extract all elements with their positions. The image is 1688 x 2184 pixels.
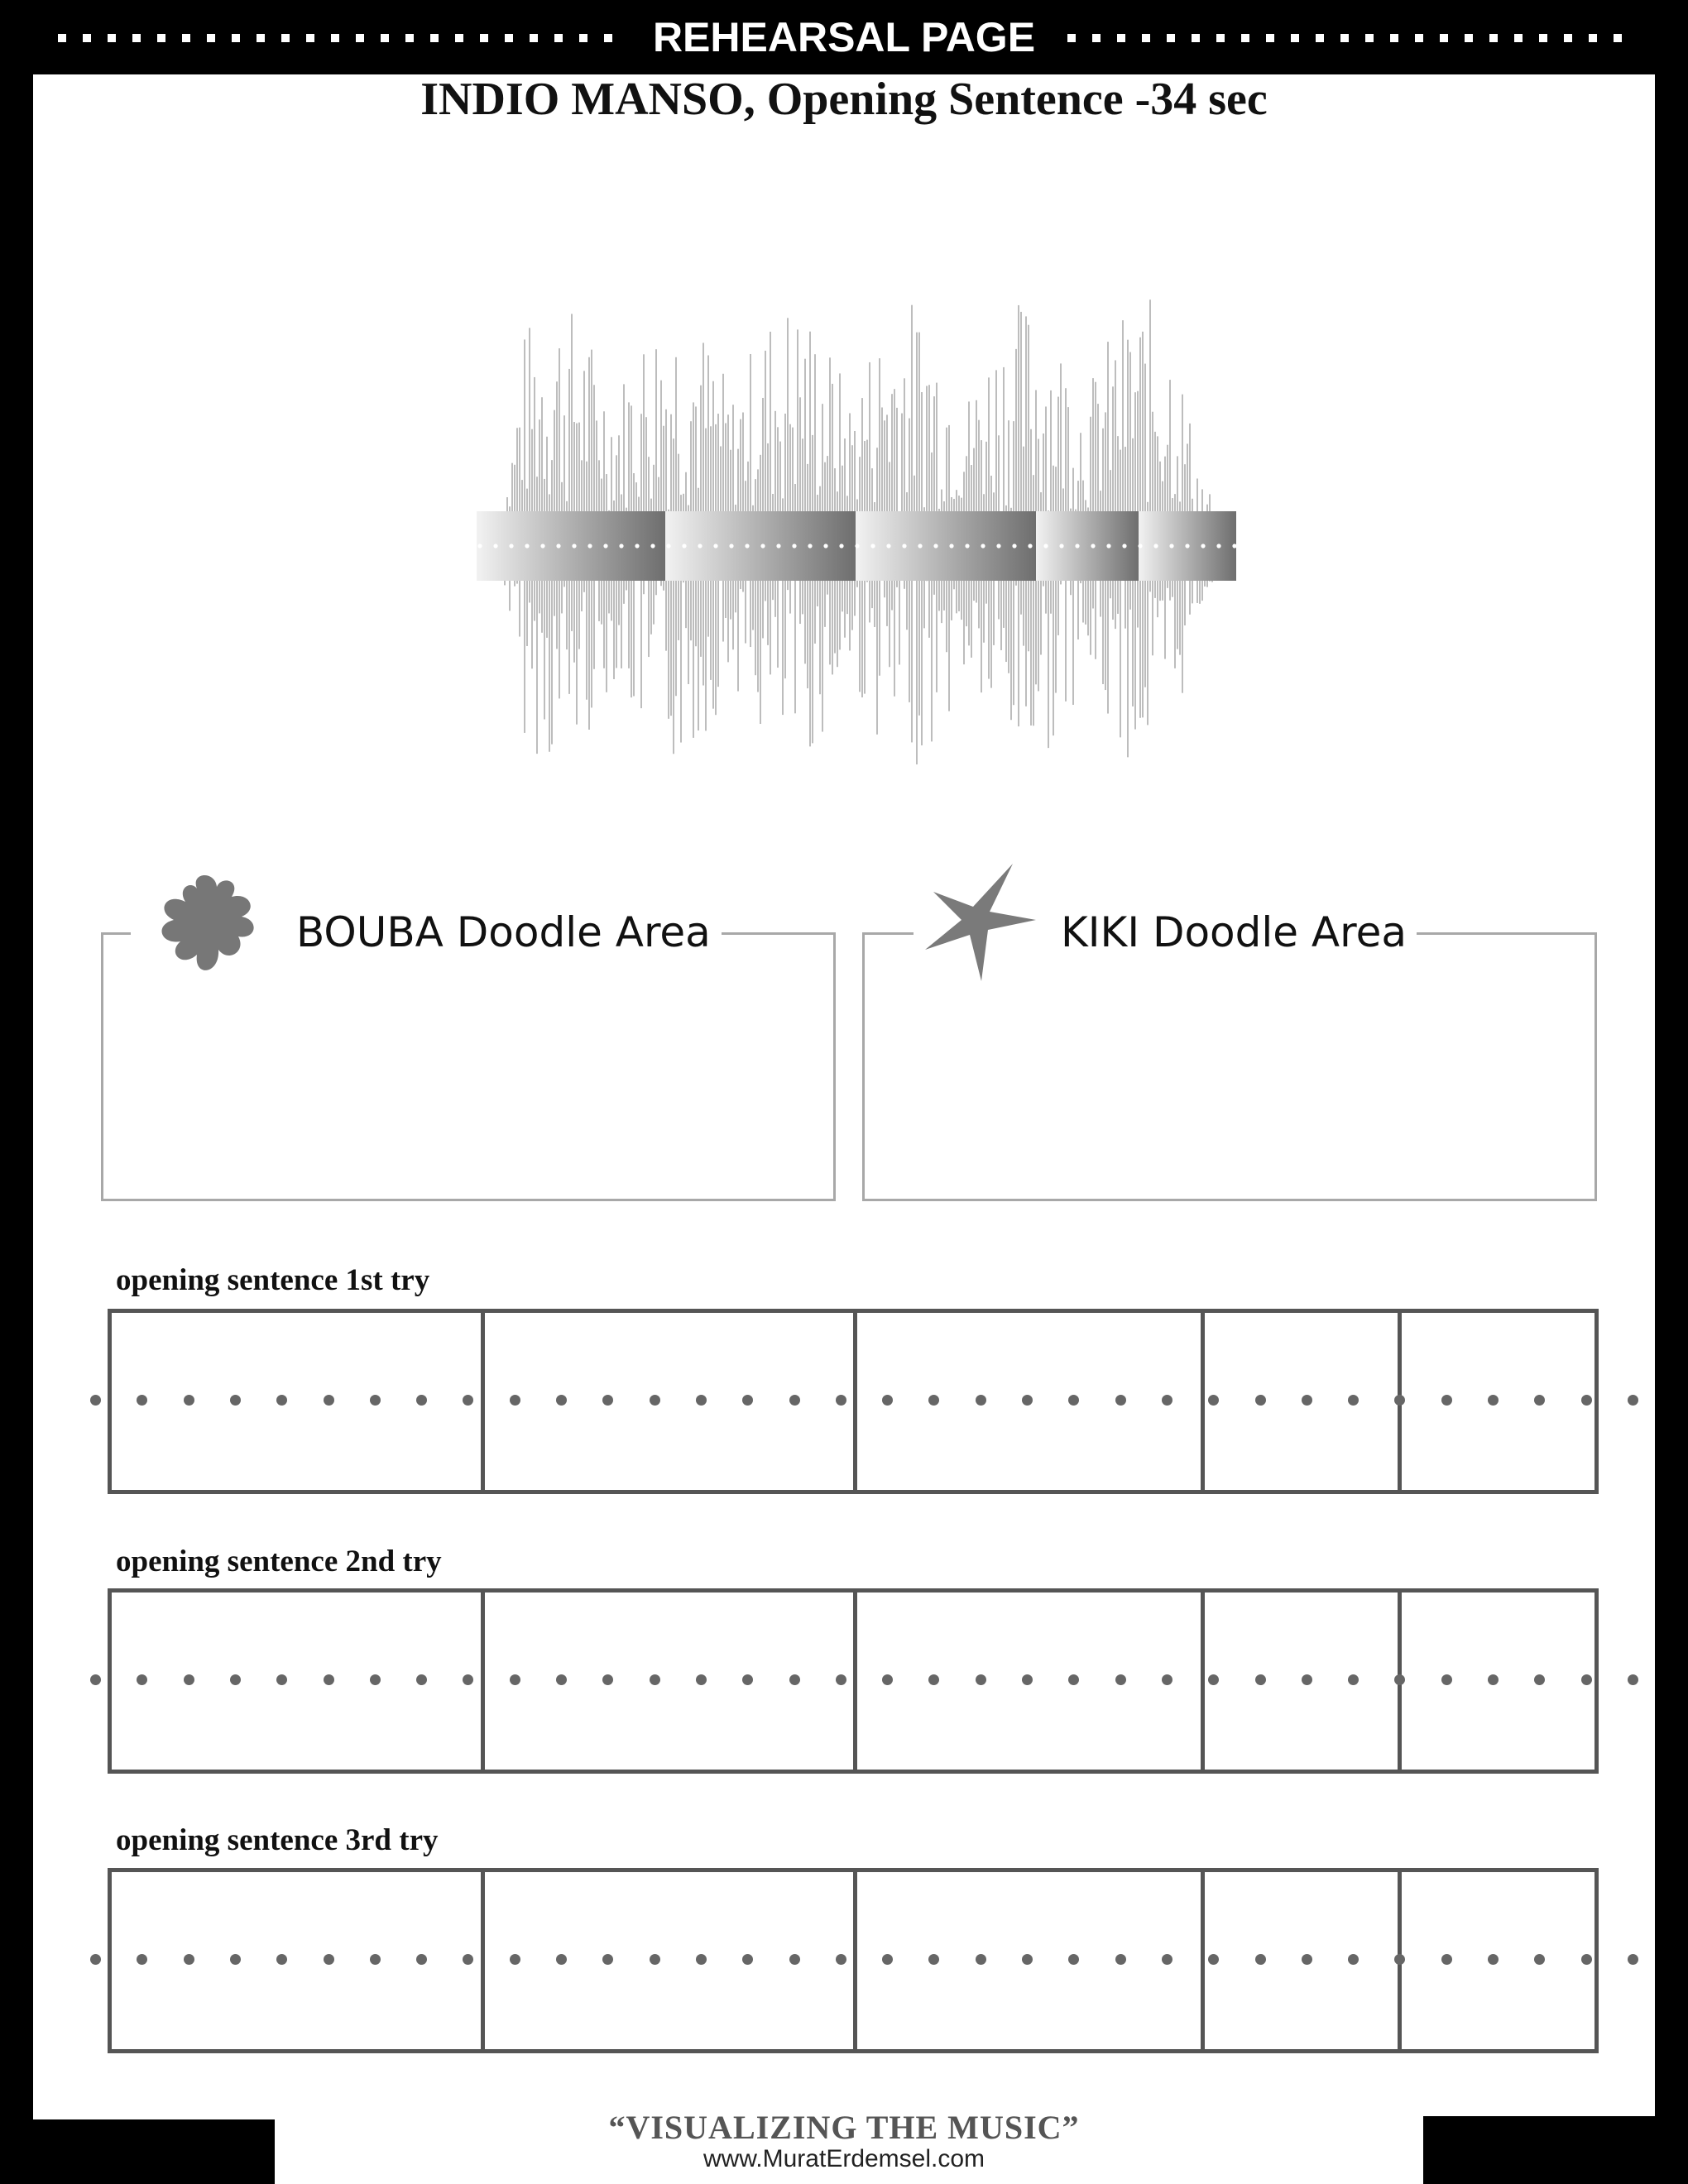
beat-dot (836, 1674, 846, 1685)
beat-dot (1581, 1674, 1592, 1685)
beat-dot (976, 1954, 986, 1965)
try-3-label: opening sentence 3rd try (116, 1823, 439, 1857)
beat-dot (90, 1674, 101, 1685)
waveform-dot (776, 544, 780, 548)
waveform-dot (682, 544, 686, 548)
beat-dot (1441, 1954, 1452, 1965)
kiki-star-icon (922, 860, 1038, 983)
grid-cell-divider (853, 1872, 857, 2049)
beat-dot (1394, 1954, 1405, 1965)
waveform-bar (799, 397, 801, 624)
beat-dot (1302, 1395, 1312, 1406)
beat-dot (1208, 1954, 1219, 1965)
beat-dot (696, 1395, 707, 1406)
waveform-bar (1003, 367, 1005, 628)
beat-dot (324, 1954, 334, 1965)
beat-dot (1628, 1674, 1638, 1685)
beat-dot (696, 1954, 707, 1965)
grid-cell-divider (1201, 1313, 1205, 1490)
waveform-bar (876, 448, 878, 735)
beat-dot (742, 1674, 753, 1685)
waveform-dot (1138, 544, 1142, 548)
waveform-dot (949, 544, 953, 548)
waveform-bar (750, 354, 751, 647)
beat-dot (1068, 1954, 1079, 1965)
waveform-bar (534, 377, 535, 621)
waveform-bar (673, 438, 674, 754)
waveform-bar (1053, 466, 1054, 735)
beat-dot (1302, 1954, 1312, 1965)
beat-dot (789, 1954, 800, 1965)
beat-dot (1488, 1395, 1499, 1406)
beat-dot (416, 1395, 427, 1406)
beat-dot (1162, 1395, 1172, 1406)
waveform-bar (707, 355, 709, 636)
waveform-bar (760, 455, 761, 724)
waveform-bar (990, 476, 992, 688)
beat-dot (416, 1954, 427, 1965)
waveform-dot (619, 544, 623, 548)
beat-dot (1255, 1954, 1266, 1965)
page-title: INDIO MANSO, Opening Sentence -34 sec (420, 74, 1268, 125)
beat-dot (976, 1674, 986, 1685)
beat-dot (137, 1954, 147, 1965)
beat-dot (1488, 1674, 1499, 1685)
beat-dot (416, 1674, 427, 1685)
waveform-bar (1112, 386, 1114, 620)
beat-dot (324, 1395, 334, 1406)
beat-dot (650, 1674, 660, 1685)
beat-dot (1208, 1674, 1219, 1685)
beat-dot (1162, 1954, 1172, 1965)
waveform-dot (477, 544, 482, 548)
bouba-blob-icon (149, 870, 273, 983)
waveform-dot (650, 544, 655, 548)
footer-quote: “VISUALIZING THE MUSIC” (608, 2109, 1080, 2146)
beat-dot (184, 1674, 194, 1685)
footer-url[interactable]: www.MuratErdemsel.com (703, 2145, 985, 2172)
bouba-doodle-label: BOUBA Doodle Area (296, 908, 711, 956)
beat-dot (836, 1954, 846, 1965)
beat-dot (1302, 1674, 1312, 1685)
kiki-doodle-label: KIKI Doodle Area (1061, 908, 1407, 956)
beat-dot (556, 1395, 567, 1406)
waveform-bar (633, 473, 635, 696)
try-2-grid[interactable] (108, 1588, 1599, 1774)
beat-dot (1115, 1954, 1126, 1965)
beat-dot (276, 1395, 287, 1406)
waveform-dot (933, 544, 938, 548)
waveform-dot (635, 544, 639, 548)
beat-dot (1348, 1674, 1359, 1685)
waveform-dot (1153, 544, 1158, 548)
waveform-dot (808, 544, 812, 548)
beat-dot (556, 1954, 567, 1965)
beat-dot (1348, 1954, 1359, 1965)
beat-dot (230, 1395, 241, 1406)
waveform-dot (745, 544, 749, 548)
beat-dot (650, 1395, 660, 1406)
waveform-bar (869, 362, 870, 623)
beat-dot (1068, 1395, 1079, 1406)
try-1-label: opening sentence 1st try (116, 1263, 430, 1297)
beat-dot (556, 1674, 567, 1685)
waveform-bar (722, 374, 724, 642)
beat-dot (1394, 1395, 1405, 1406)
waveform-dot (996, 544, 1000, 548)
beat-dot (370, 1954, 381, 1965)
beat-dot (1068, 1674, 1079, 1685)
waveform-bar (1045, 406, 1047, 613)
beat-dot (1581, 1395, 1592, 1406)
beat-dot (836, 1395, 846, 1406)
grid-cell-divider (481, 1872, 485, 2049)
waveform-bar (606, 474, 607, 692)
waveform-dot (1075, 544, 1079, 548)
waveform-dot (823, 544, 827, 548)
beat-dot (1255, 1674, 1266, 1685)
waveform-dot (1185, 544, 1189, 548)
waveform-dot (509, 544, 513, 548)
beat-dot (1441, 1674, 1452, 1685)
beat-dot (976, 1395, 986, 1406)
waveform-bar (829, 357, 831, 664)
beat-dot (184, 1954, 194, 1965)
waveform-dot (1106, 544, 1110, 548)
beat-dot (602, 1395, 613, 1406)
beat-dot (1441, 1395, 1452, 1406)
waveform-dot (1201, 544, 1205, 548)
beat-dot (1534, 1954, 1545, 1965)
beat-dot (602, 1674, 613, 1685)
header-bar (0, 0, 1688, 74)
waveform-bar (571, 314, 573, 630)
beat-dot (1628, 1395, 1638, 1406)
grid-cell-divider (853, 1313, 857, 1490)
bouba-box-top-left (101, 932, 131, 935)
beat-dot (370, 1395, 381, 1406)
waveform-bar (551, 460, 553, 744)
beat-dot (1488, 1954, 1499, 1965)
beat-dot (230, 1954, 241, 1965)
header-title: REHEARSAL PAGE (652, 14, 1036, 60)
waveform-dot (1043, 544, 1048, 548)
beat-dot (789, 1674, 800, 1685)
waveform-bar (770, 332, 771, 674)
waveform-dot (870, 544, 875, 548)
beat-dot (882, 1954, 893, 1965)
beat-dot (789, 1395, 800, 1406)
beat-dot (510, 1954, 520, 1965)
beat-dot (463, 1674, 473, 1685)
beat-dot (510, 1674, 520, 1685)
beat-dot (696, 1674, 707, 1685)
bouba-box-top-right (722, 932, 836, 935)
beat-dot (1348, 1395, 1359, 1406)
waveform-dot (792, 544, 796, 548)
waveform-dot (556, 544, 560, 548)
waveform-dot (540, 544, 544, 548)
beat-dot (1022, 1395, 1033, 1406)
beat-dot (882, 1674, 893, 1685)
waveform-dot (698, 544, 702, 548)
beat-dot (276, 1674, 287, 1685)
beat-dot (370, 1674, 381, 1685)
beat-dot (1534, 1674, 1545, 1685)
try-2-label: opening sentence 2nd try (116, 1545, 442, 1578)
waveform-bar (1120, 450, 1121, 738)
beat-dot (928, 1954, 939, 1965)
waveform-dot (981, 544, 985, 548)
beat-dot (742, 1954, 753, 1965)
beat-dot (1115, 1395, 1126, 1406)
waveform-dot (713, 544, 717, 548)
beat-dot (1394, 1674, 1405, 1685)
waveform-bar (804, 359, 806, 664)
waveform-segment (856, 511, 1036, 581)
beat-dot (324, 1674, 334, 1685)
waveform-dot (493, 544, 497, 548)
grid-cell-divider (1201, 1872, 1205, 2049)
waveform-bar (1115, 360, 1116, 629)
waveform-bar (1137, 391, 1139, 628)
waveform-dot (603, 544, 607, 548)
waveform-image (463, 240, 1241, 869)
waveform-dot (666, 544, 670, 548)
waveform-bar (812, 435, 813, 743)
waveform-dot (525, 544, 529, 548)
beat-dot (1581, 1954, 1592, 1965)
beat-dot (928, 1395, 939, 1406)
waveform-dot (965, 544, 969, 548)
beat-dot (90, 1954, 101, 1965)
beat-dot (602, 1954, 613, 1965)
beat-dot (1162, 1674, 1172, 1685)
beat-dot (510, 1395, 520, 1406)
waveform-dot (886, 544, 890, 548)
beat-dot (1115, 1674, 1126, 1685)
waveform-dot (760, 544, 765, 548)
beat-dot (90, 1395, 101, 1406)
try-1-grid[interactable] (108, 1309, 1599, 1494)
beat-dot (463, 1954, 473, 1965)
waveform-dot (1169, 544, 1173, 548)
beat-dot (742, 1395, 753, 1406)
try-3-grid[interactable] (108, 1868, 1599, 2053)
grid-cell-divider (481, 1592, 485, 1770)
waveform-dot (918, 544, 922, 548)
waveform-dot (1122, 544, 1126, 548)
waveform-dot (1028, 544, 1032, 548)
beat-dot (1628, 1954, 1638, 1965)
waveform-dot (572, 544, 576, 548)
beat-dot (184, 1395, 194, 1406)
beat-dot (1022, 1674, 1033, 1685)
waveform-timeline (477, 511, 1237, 581)
beat-dot (463, 1395, 473, 1406)
waveform-bar (814, 354, 816, 644)
waveform-dot (1012, 544, 1016, 548)
waveform-dot (1216, 544, 1220, 548)
waveform-dot (902, 544, 906, 548)
waveform-dot (1232, 544, 1236, 548)
waveform-bar (931, 453, 933, 741)
beat-dot (882, 1395, 893, 1406)
beat-dot (1022, 1954, 1033, 1965)
beat-dot (1534, 1395, 1545, 1406)
waveform-dot (1059, 544, 1063, 548)
waveform-dot (729, 544, 733, 548)
kiki-box-top-left (862, 932, 914, 935)
beat-dot (276, 1954, 287, 1965)
waveform-dot (587, 544, 592, 548)
waveform-bar (1072, 468, 1074, 705)
waveform-dot (855, 544, 859, 548)
beat-dot (928, 1674, 939, 1685)
beat-dot (137, 1674, 147, 1685)
grid-cell-divider (1201, 1592, 1205, 1770)
waveform-bar (1028, 325, 1029, 652)
beat-dot (650, 1954, 660, 1965)
beat-dot (230, 1674, 241, 1685)
waveform-dot (839, 544, 843, 548)
beat-dot (1208, 1395, 1219, 1406)
beat-dot (137, 1395, 147, 1406)
grid-cell-divider (853, 1592, 857, 1770)
kiki-box-top-right (1417, 932, 1597, 935)
beat-dot (1255, 1395, 1266, 1406)
waveform-dot (1091, 544, 1095, 548)
grid-cell-divider (481, 1313, 485, 1490)
